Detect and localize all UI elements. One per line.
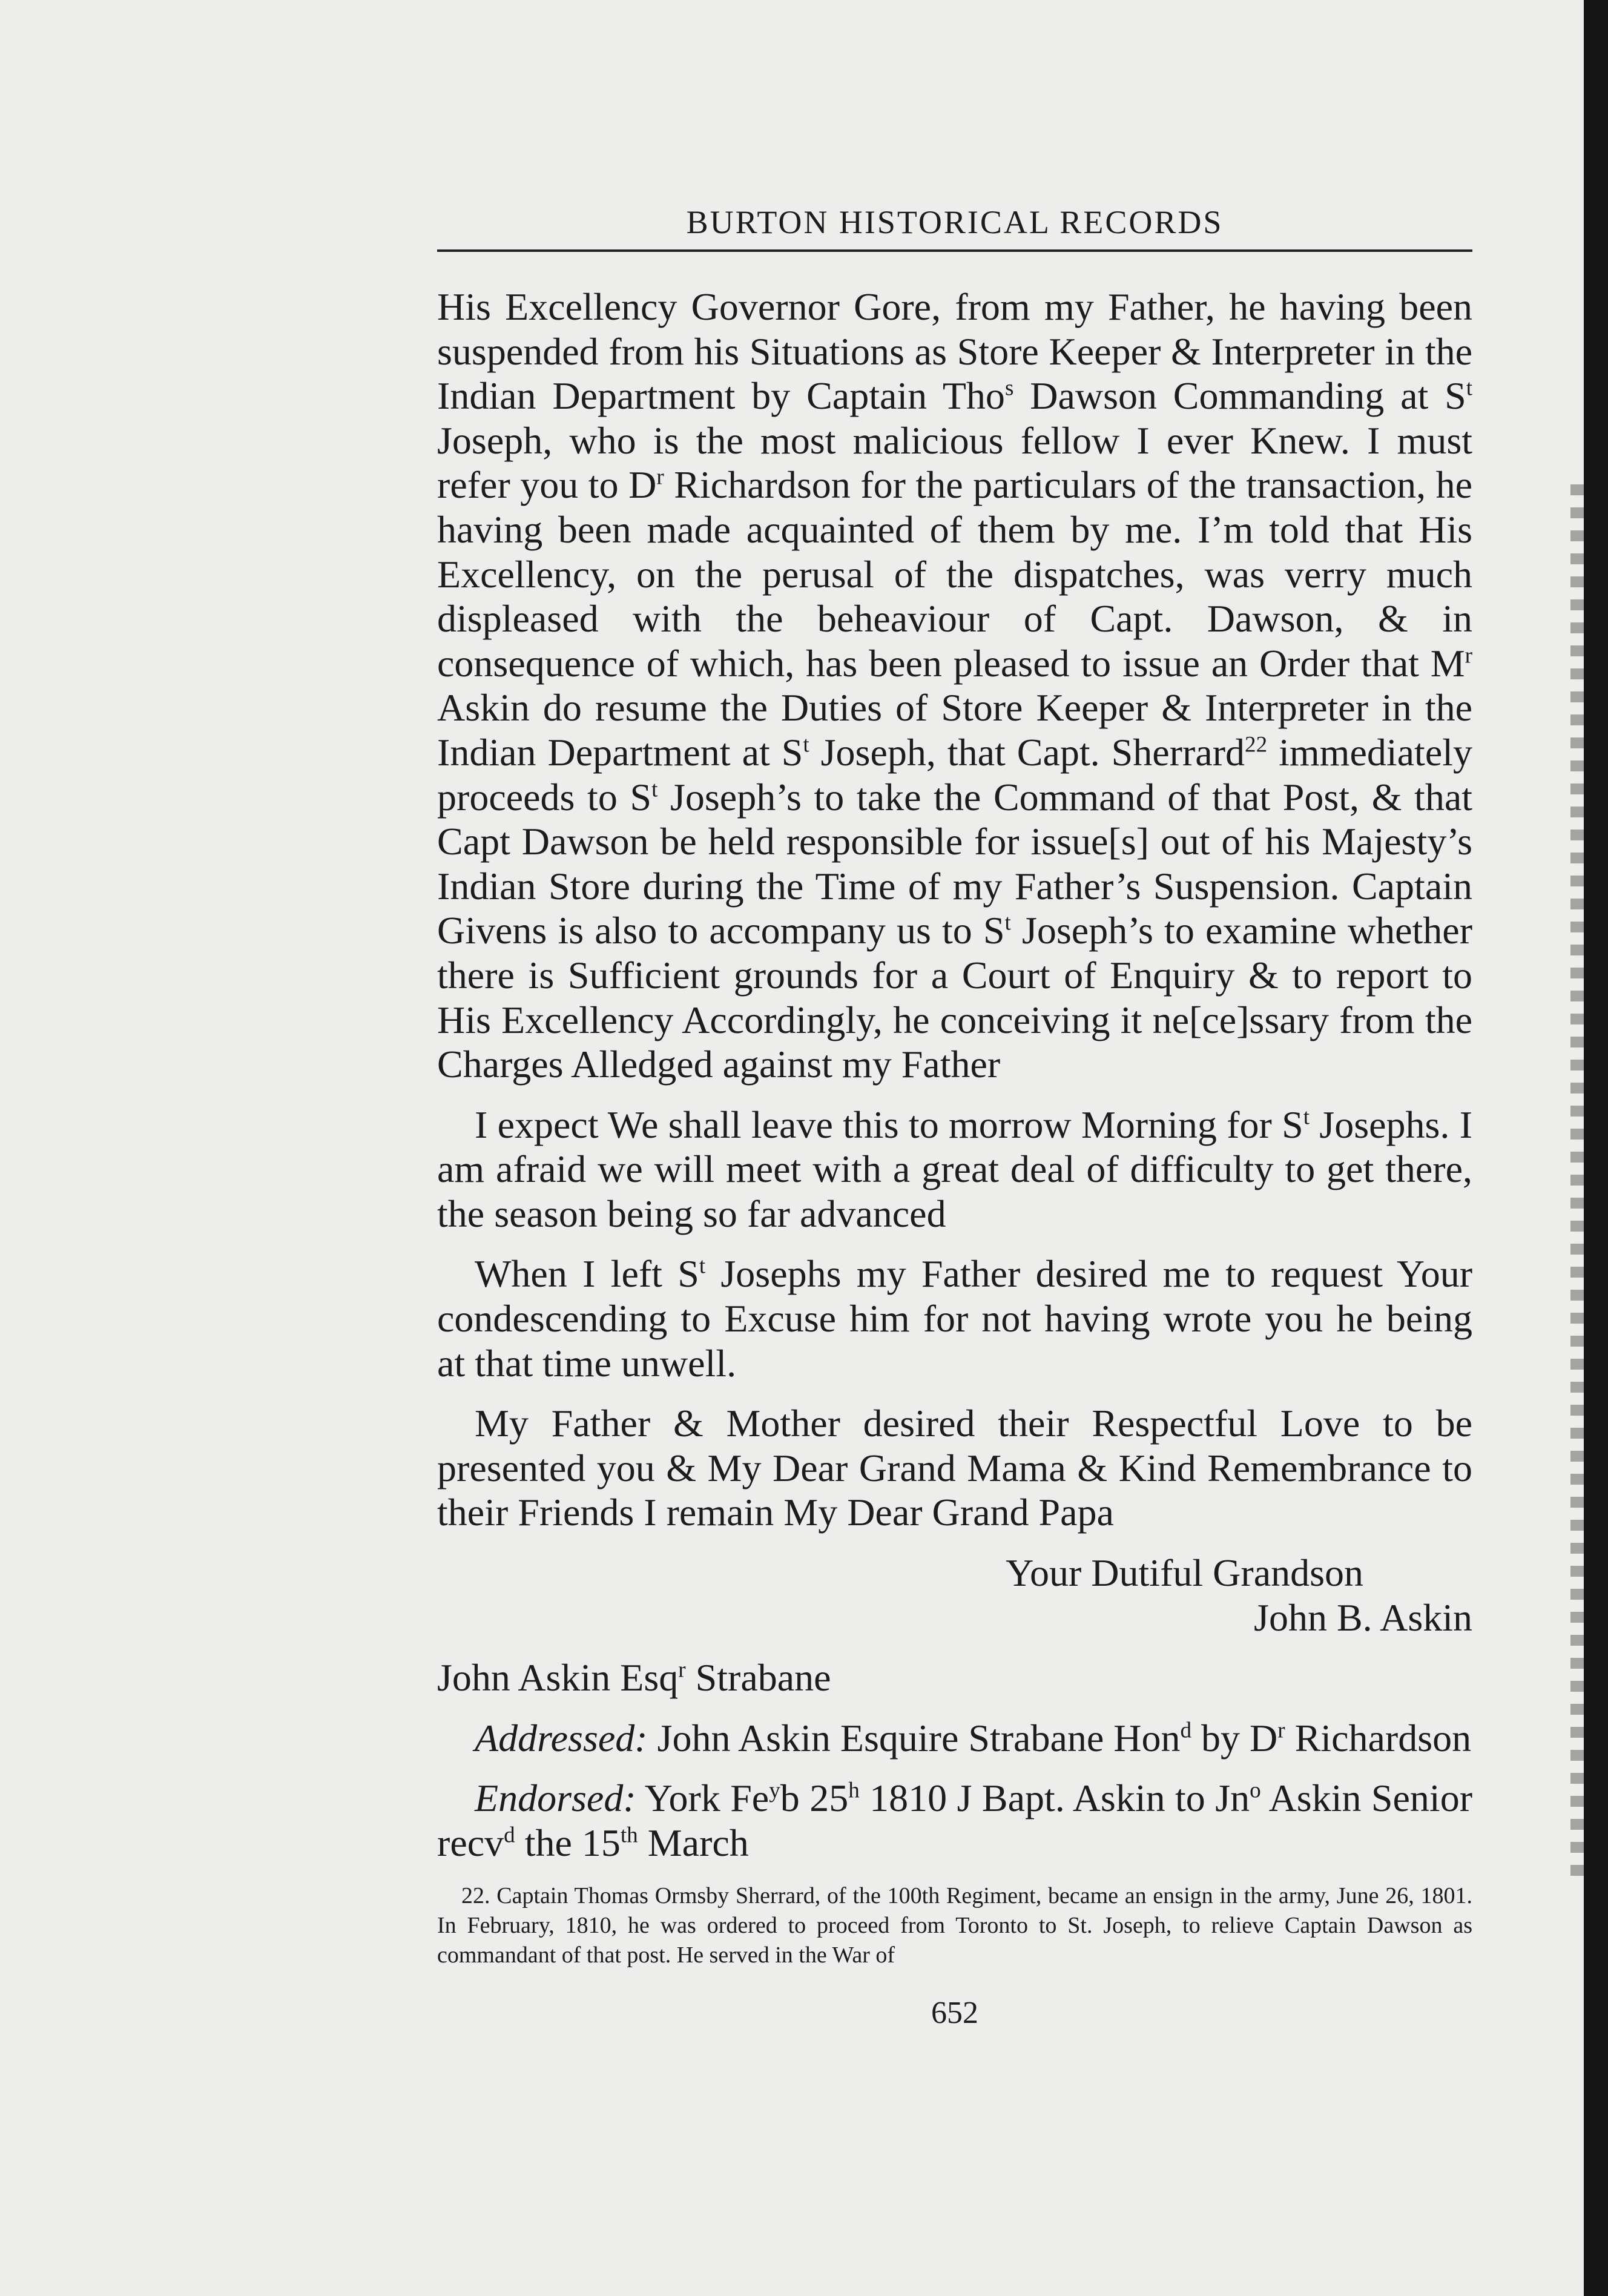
text-run: When I left S [475, 1252, 699, 1296]
paragraph-2 [437, 1103, 1472, 1236]
page-number: 652 [931, 1995, 978, 2030]
superscript: t [699, 1254, 706, 1279]
text-run: York Fe [636, 1776, 769, 1820]
text-run: Joseph’s to take the Command of that Post, & that Capt Dawson be held responsible for issue[s] out of his Majesty’s Indian Store during the Time of my Father’s Suspension. Captain Givens is also to accompany us to S [437, 775, 1473, 952]
text-run: Askin Senior recv [437, 1776, 1473, 1864]
text-run: Joseph, who is the most malicious fellow I ever Knew. I must refer you to D [437, 418, 1472, 507]
torn-page-edge [1570, 484, 1584, 1877]
text-run: Josephs. I am afraid we will meet with a great deal of difficulty to get there, the season being so far advanced [437, 1103, 1473, 1235]
superscript: r [678, 1657, 686, 1683]
text-run: John Askin Esq [437, 1656, 679, 1700]
addressee [437, 1655, 1472, 1700]
text-run: Richardson for the particulars of the transaction, he having been made acquainted of them by me. I’m told that His Excellency, on the perusal of the dispatches, was verry much displeased with the beheaviour of Capt. Dawson, & in consequence of which, has been pleased to issue an Order that M [437, 463, 1473, 685]
text-run: the 15 [515, 1821, 621, 1864]
endorsed-note [437, 1776, 1472, 1865]
superscript: r [1465, 643, 1472, 668]
superscript: th [620, 1823, 638, 1848]
superscript: d [1180, 1718, 1192, 1743]
footnote-ref: 22 [1245, 732, 1268, 757]
footnote-number: 22. [461, 1882, 490, 1908]
text-run: Josephs my Father desired me to request Your condescending to Excuse him for not having wrote you he being at that time unwell. [437, 1252, 1473, 1385]
addressed-label: Addressed: [475, 1716, 648, 1760]
superscript: t [803, 732, 809, 757]
text-run: Joseph’s to examine whether there is Sufficient grounds for a Court of Enquiry & to report to His Excellency Accordingly, he conceiving it ne[ce]ssary from the Charges Alledged against my Father [437, 909, 1473, 1086]
superscript: d [504, 1823, 515, 1848]
text-run: Joseph, that Capt. Sherrard [809, 730, 1245, 774]
addressed-note [437, 1716, 1472, 1761]
superscript: o [1250, 1778, 1261, 1804]
running-head: BURTON HISTORICAL RECORDS [437, 206, 1472, 252]
superscript: h [848, 1778, 860, 1804]
text-run: immediately proceeds to S [437, 730, 1473, 819]
superscript: r [1277, 1718, 1285, 1743]
text-run: John Askin Esquire Strabane Hon [647, 1716, 1181, 1760]
footnote-22 [437, 1881, 1472, 1971]
paragraph-3 [437, 1252, 1472, 1385]
paragraph-1 [437, 285, 1472, 1087]
superscript: r [656, 465, 664, 490]
superscript: t [1004, 910, 1011, 935]
text-run: 1810 J Bapt. Askin to Jn [859, 1776, 1250, 1820]
text-run: His Excellency Governor Gore, from my Father, he having been suspended from his Situations as Store Keeper & Interpreter in the Indian Department by Captain Tho [437, 285, 1472, 418]
text-run: Dawson Commanding at S [1013, 374, 1466, 418]
letter-body [437, 285, 1472, 1535]
text-run: I expect We shall leave this to morrow Morning for S [475, 1103, 1303, 1146]
text-run: Richardson [1285, 1716, 1472, 1760]
superscript: t [651, 777, 658, 802]
superscript: t [1303, 1104, 1310, 1130]
text-run: Strabane [685, 1656, 831, 1700]
superscript: t [1466, 375, 1473, 401]
endorsed-label: Endorsed: [475, 1776, 636, 1820]
text-run: b 25 [780, 1776, 849, 1820]
superscript: y [769, 1778, 780, 1804]
text-run: by D [1191, 1716, 1278, 1760]
text-run: March [638, 1821, 749, 1864]
scan-background-edge [1584, 0, 1608, 2296]
paragraph-4: My Father & Mother desired their Respectful Love to be presented you & My Dear Grand Mama & Kind Remembrance to their Friends I remain My Dear Grand Papa [437, 1402, 1472, 1534]
text-run: Askin do resume the Duties of Store Keeper & Interpreter in the Indian Department at S [437, 686, 1472, 774]
text-column [437, 206, 1472, 2031]
closing-line: Your Dutiful Grandson [1006, 1551, 1363, 1595]
superscript: s [1004, 375, 1014, 401]
footnote-text: Captain Thomas Ormsby Sherrard, of the 100th Regiment, became an ensign in the army, June 26, 1801. In February, 1810, he was ordered to proceed from Toronto to St. Joseph, to relieve Captain Dawson as commandant of that post. He served in the War of [437, 1882, 1472, 1968]
signature: John B. Askin [1254, 1595, 1472, 1639]
